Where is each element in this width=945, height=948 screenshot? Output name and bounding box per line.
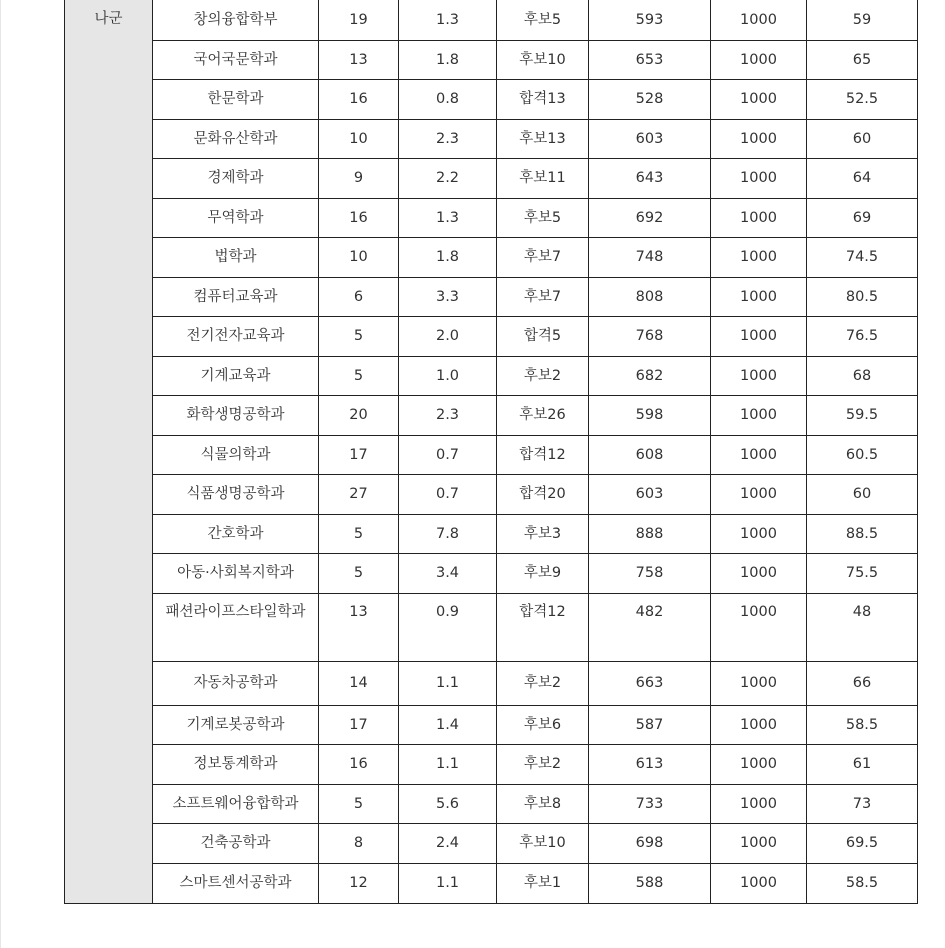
total-cell: 1000 [711,357,807,396]
quota-cell: 16 [319,745,399,785]
score-cell: 587 [589,706,711,745]
quota-cell: 12 [319,864,399,904]
total-cell: 1000 [711,745,807,785]
quota-cell: 9 [319,159,399,199]
major-cell: 자동차공학과 [153,662,319,706]
quota-cell: 16 [319,80,399,120]
major-cell: 아동·사회복지학과 [153,554,319,594]
total-cell: 1000 [711,864,807,904]
result-cell: 후보2 [497,357,589,396]
table-row [65,317,918,357]
quota-cell: 13 [319,594,399,662]
quota-cell: 20 [319,396,399,436]
result-cell: 후보2 [497,662,589,706]
total-cell: 1000 [711,706,807,745]
ratio-cell: 1.3 [399,0,497,41]
result-cell: 합격12 [497,436,589,475]
percent-cell: 75.5 [807,554,918,594]
major-cell: 창의융합학부 [153,0,319,41]
ratio-cell: 2.0 [399,317,497,357]
total-cell: 1000 [711,554,807,594]
table-row [65,554,918,594]
table-row [65,80,918,120]
score-cell: 608 [589,436,711,475]
major-cell: 화학생명공학과 [153,396,319,436]
result-cell: 후보8 [497,785,589,824]
total-cell: 1000 [711,278,807,317]
quota-cell: 19 [319,0,399,41]
ratio-cell: 2.2 [399,159,497,199]
quota-cell: 27 [319,475,399,515]
ratio-cell: 2.4 [399,824,497,864]
total-cell: 1000 [711,199,807,238]
major-cell: 무역학과 [153,199,319,238]
total-cell: 1000 [711,396,807,436]
table-row [65,120,918,159]
major-cell: 전기전자교육과 [153,317,319,357]
total-cell: 1000 [711,785,807,824]
quota-cell: 16 [319,199,399,238]
percent-cell: 59 [807,0,918,41]
percent-cell: 65 [807,41,918,80]
percent-cell: 61 [807,745,918,785]
score-cell: 643 [589,159,711,199]
table-row [65,436,918,475]
major-cell: 국어국문학과 [153,41,319,80]
total-cell: 1000 [711,824,807,864]
result-cell: 후보9 [497,554,589,594]
percent-cell: 60.5 [807,436,918,475]
major-cell: 법학과 [153,238,319,278]
percent-cell: 80.5 [807,278,918,317]
table-row [65,396,918,436]
table-row [65,745,918,785]
table-row [65,41,918,80]
score-cell: 692 [589,199,711,238]
result-cell: 후보6 [497,706,589,745]
score-cell: 733 [589,785,711,824]
score-cell: 663 [589,662,711,706]
ratio-cell: 2.3 [399,396,497,436]
table-row [65,515,918,554]
table-row [65,159,918,199]
score-cell: 528 [589,80,711,120]
ratio-cell: 7.8 [399,515,497,554]
total-cell: 1000 [711,0,807,41]
quota-cell: 5 [319,357,399,396]
total-cell: 1000 [711,238,807,278]
score-cell: 808 [589,278,711,317]
ratio-cell: 5.6 [399,785,497,824]
percent-cell: 73 [807,785,918,824]
major-cell: 식품생명공학과 [153,475,319,515]
total-cell: 1000 [711,41,807,80]
percent-cell: 66 [807,662,918,706]
major-cell: 간호학과 [153,515,319,554]
ratio-cell: 1.4 [399,706,497,745]
quota-cell: 13 [319,41,399,80]
table-row [65,238,918,278]
quota-cell: 10 [319,120,399,159]
major-cell: 패션라이프스타일학과 [153,594,319,662]
percent-cell: 48 [807,594,918,662]
ratio-cell: 3.3 [399,278,497,317]
table-row [65,864,918,904]
table-row [65,199,918,238]
ratio-cell: 1.0 [399,357,497,396]
score-cell: 603 [589,120,711,159]
total-cell: 1000 [711,80,807,120]
ratio-cell: 1.1 [399,662,497,706]
major-cell: 소프트웨어융합학과 [153,785,319,824]
ratio-cell: 0.9 [399,594,497,662]
score-cell: 698 [589,824,711,864]
score-cell: 758 [589,554,711,594]
result-cell: 후보10 [497,824,589,864]
major-cell: 경제학과 [153,159,319,199]
table-row [65,662,918,706]
ratio-cell: 1.8 [399,41,497,80]
ratio-cell: 3.4 [399,554,497,594]
score-cell: 888 [589,515,711,554]
ratio-cell: 1.3 [399,199,497,238]
ratio-cell: 1.1 [399,864,497,904]
table-row [65,594,918,662]
quota-cell: 8 [319,824,399,864]
score-cell: 593 [589,0,711,41]
page-edge-line [0,0,1,948]
table-row [65,475,918,515]
ratio-cell: 2.3 [399,120,497,159]
quota-cell: 5 [319,554,399,594]
ratio-cell: 0.7 [399,436,497,475]
total-cell: 1000 [711,475,807,515]
score-cell: 748 [589,238,711,278]
result-cell: 후보2 [497,745,589,785]
percent-cell: 60 [807,475,918,515]
percent-cell: 58.5 [807,864,918,904]
score-cell: 588 [589,864,711,904]
result-cell: 후보26 [497,396,589,436]
result-cell: 후보7 [497,238,589,278]
table-row [65,0,918,41]
result-cell: 후보3 [497,515,589,554]
major-cell: 문화유산학과 [153,120,319,159]
result-cell: 후보5 [497,0,589,41]
total-cell: 1000 [711,436,807,475]
score-cell: 598 [589,396,711,436]
major-cell: 식물의학과 [153,436,319,475]
table-row [65,278,918,317]
result-cell: 후보10 [497,41,589,80]
percent-cell: 59.5 [807,396,918,436]
table-row [65,357,918,396]
result-cell: 합격13 [497,80,589,120]
quota-cell: 10 [319,238,399,278]
score-cell: 768 [589,317,711,357]
quota-cell: 6 [319,278,399,317]
ratio-cell: 0.7 [399,475,497,515]
total-cell: 1000 [711,662,807,706]
total-cell: 1000 [711,120,807,159]
ratio-cell: 0.8 [399,80,497,120]
percent-cell: 69 [807,199,918,238]
result-cell: 후보11 [497,159,589,199]
quota-cell: 14 [319,662,399,706]
quota-cell: 17 [319,706,399,745]
table-row [65,785,918,824]
result-cell: 후보13 [497,120,589,159]
percent-cell: 58.5 [807,706,918,745]
result-cell: 합격5 [497,317,589,357]
major-cell: 기계교육과 [153,357,319,396]
total-cell: 1000 [711,515,807,554]
percent-cell: 68 [807,357,918,396]
percent-cell: 88.5 [807,515,918,554]
quota-cell: 5 [319,515,399,554]
result-cell: 합격12 [497,594,589,662]
percent-cell: 52.5 [807,80,918,120]
quota-cell: 5 [319,785,399,824]
ratio-cell: 1.8 [399,238,497,278]
major-cell: 컴퓨터교육과 [153,278,319,317]
total-cell: 1000 [711,594,807,662]
score-cell: 482 [589,594,711,662]
group-label-cell: 나군 [65,0,153,904]
major-cell: 정보통계학과 [153,745,319,785]
quota-cell: 17 [319,436,399,475]
score-cell: 653 [589,41,711,80]
major-cell: 기계로봇공학과 [153,706,319,745]
percent-cell: 64 [807,159,918,199]
result-cell: 후보1 [497,864,589,904]
percent-cell: 76.5 [807,317,918,357]
percent-cell: 60 [807,120,918,159]
major-cell: 스마트센서공학과 [153,864,319,904]
score-cell: 613 [589,745,711,785]
major-cell: 한문학과 [153,80,319,120]
score-cell: 603 [589,475,711,515]
percent-cell: 74.5 [807,238,918,278]
total-cell: 1000 [711,159,807,199]
table-row [65,706,918,745]
result-cell: 후보5 [497,199,589,238]
major-cell: 건축공학과 [153,824,319,864]
percent-cell: 69.5 [807,824,918,864]
result-cell: 후보7 [497,278,589,317]
quota-cell: 5 [319,317,399,357]
result-cell: 합격20 [497,475,589,515]
ratio-cell: 1.1 [399,745,497,785]
table-row [65,824,918,864]
admission-results-table [64,0,918,904]
total-cell: 1000 [711,317,807,357]
score-cell: 682 [589,357,711,396]
